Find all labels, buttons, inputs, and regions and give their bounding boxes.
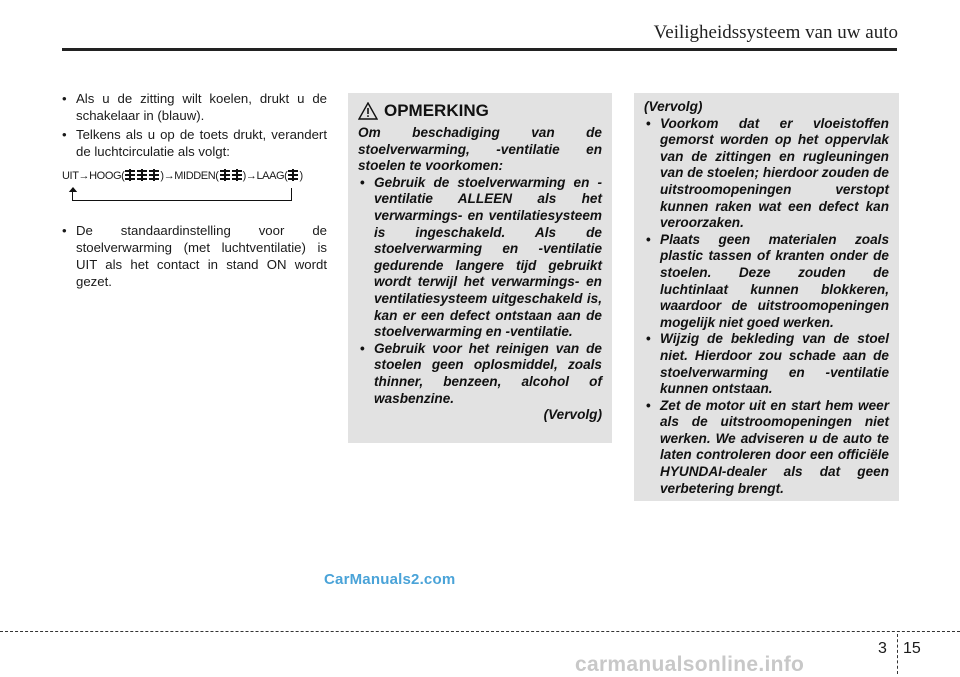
- bullet-airflow: • Telkens als u op de toets drukt, verandert de luchtcirculatie als volgt:: [62, 126, 327, 160]
- note-panel: [348, 93, 612, 443]
- cycle-paren: ): [242, 170, 246, 182]
- arrow-right-icon: →: [245, 170, 257, 182]
- cycle-step-low: LAAG(: [256, 170, 288, 182]
- watermark-link[interactable]: CarManuals2.com: [324, 571, 456, 588]
- page-header-title: Veiligheidssysteem van uw auto: [653, 22, 898, 43]
- seat-ventilation-icon: [125, 169, 135, 181]
- left-column: [62, 90, 327, 292]
- footer-site-watermark: carmanualsonline.info: [575, 653, 805, 676]
- page-chapter: 3: [878, 640, 887, 657]
- continued-note-panel: [634, 93, 899, 501]
- cycle-return-line: [72, 188, 292, 201]
- header-rule: [62, 48, 897, 51]
- continued-bullet: • Plaats geen materialen zoals plastic tassen of kranten onder de stoelen. Deze zouden de luchtinlaat kunnen blokkeren, waardoor de uitstroomopeningen mogelijk niet goed werken.: [644, 232, 889, 332]
- note-bullet: • Gebruik de stoelverwarming en -ventilatie ALLEEN als het verwarmings- en ventilatiesysteem is ingeschakeld. Als de stoelverwarming en -ventilatie gedurende langere tijd gebruikt wordt terwijl het verwarmings- en ventilatiesysteem uitgeschakeld is, kan er een defect ontstaan aan de stoelverwarming en -ventilatie.: [358, 175, 602, 341]
- continued-bullet: • Voorkom dat er vloeistoffen gemorst worden op het oppervlak van de zittingen en rugleuningen van de stoelen; hierdoor zouden de uitstroomopeningen verstopt kunnen raken wat een defect kan veroorzaken.: [644, 116, 889, 232]
- note-heading: [358, 101, 602, 121]
- continued-bullet: • Wijzig de bekleding van de stoel niet. Hierdoor zou schade aan de stoelverwarming en -ventilatie kunnen ontstaan.: [644, 331, 889, 397]
- cycle-step-medium: MIDDEN(: [174, 170, 219, 182]
- cycle-step-high: HOOG(: [89, 170, 125, 182]
- seat-ventilation-icon: [288, 169, 298, 181]
- airflow-cycle-diagram: [62, 168, 327, 216]
- seat-ventilation-icon: [232, 169, 242, 181]
- arrow-right-icon: →: [163, 170, 175, 182]
- footer-rule: [0, 631, 960, 632]
- continued-bullet: • Zet de motor uit en start hem weer als de uitstroomopeningen niet werken. We adviseren u de auto te laten controleren door een officiële HYUNDAI-dealer als dat geen verbetering brengt.: [644, 398, 889, 498]
- page-number: 15: [903, 640, 921, 657]
- footer-divider: [897, 634, 898, 674]
- bullet-cooling: • Als u de zitting wilt koelen, drukt u de schakelaar in (blauw).: [62, 90, 327, 124]
- seat-ventilation-icon: [149, 169, 159, 181]
- warning-triangle-icon: [358, 102, 378, 120]
- bullet-default-setting: • De standaardinstelling voor de stoelverwarming (met luchtventilatie) is UIT als het contact in stand ON wordt gezet.: [62, 222, 327, 290]
- note-continued: (Vervolg): [543, 407, 602, 423]
- cycle-paren: ): [299, 170, 303, 182]
- arrow-right-icon: →: [78, 170, 90, 182]
- continued-heading: (Vervolg): [644, 99, 703, 114]
- seat-ventilation-icon: [220, 169, 230, 181]
- airflow-cycle-sequence: [62, 168, 303, 185]
- seat-ventilation-icon: [137, 169, 147, 181]
- cycle-paren: ): [160, 170, 164, 182]
- note-intro: Om beschadiging van de stoelverwarming, -ventilatie en stoelen te voorkomen:: [358, 125, 602, 174]
- note-bullet: • Gebruik voor het reinigen van de stoelen geen oplosmiddel, zoals thinner, benzeen, alcohol of wasbenzine.: [358, 341, 602, 407]
- cycle-step-off: UIT: [62, 170, 79, 182]
- note-title: OPMERKING: [384, 101, 489, 120]
